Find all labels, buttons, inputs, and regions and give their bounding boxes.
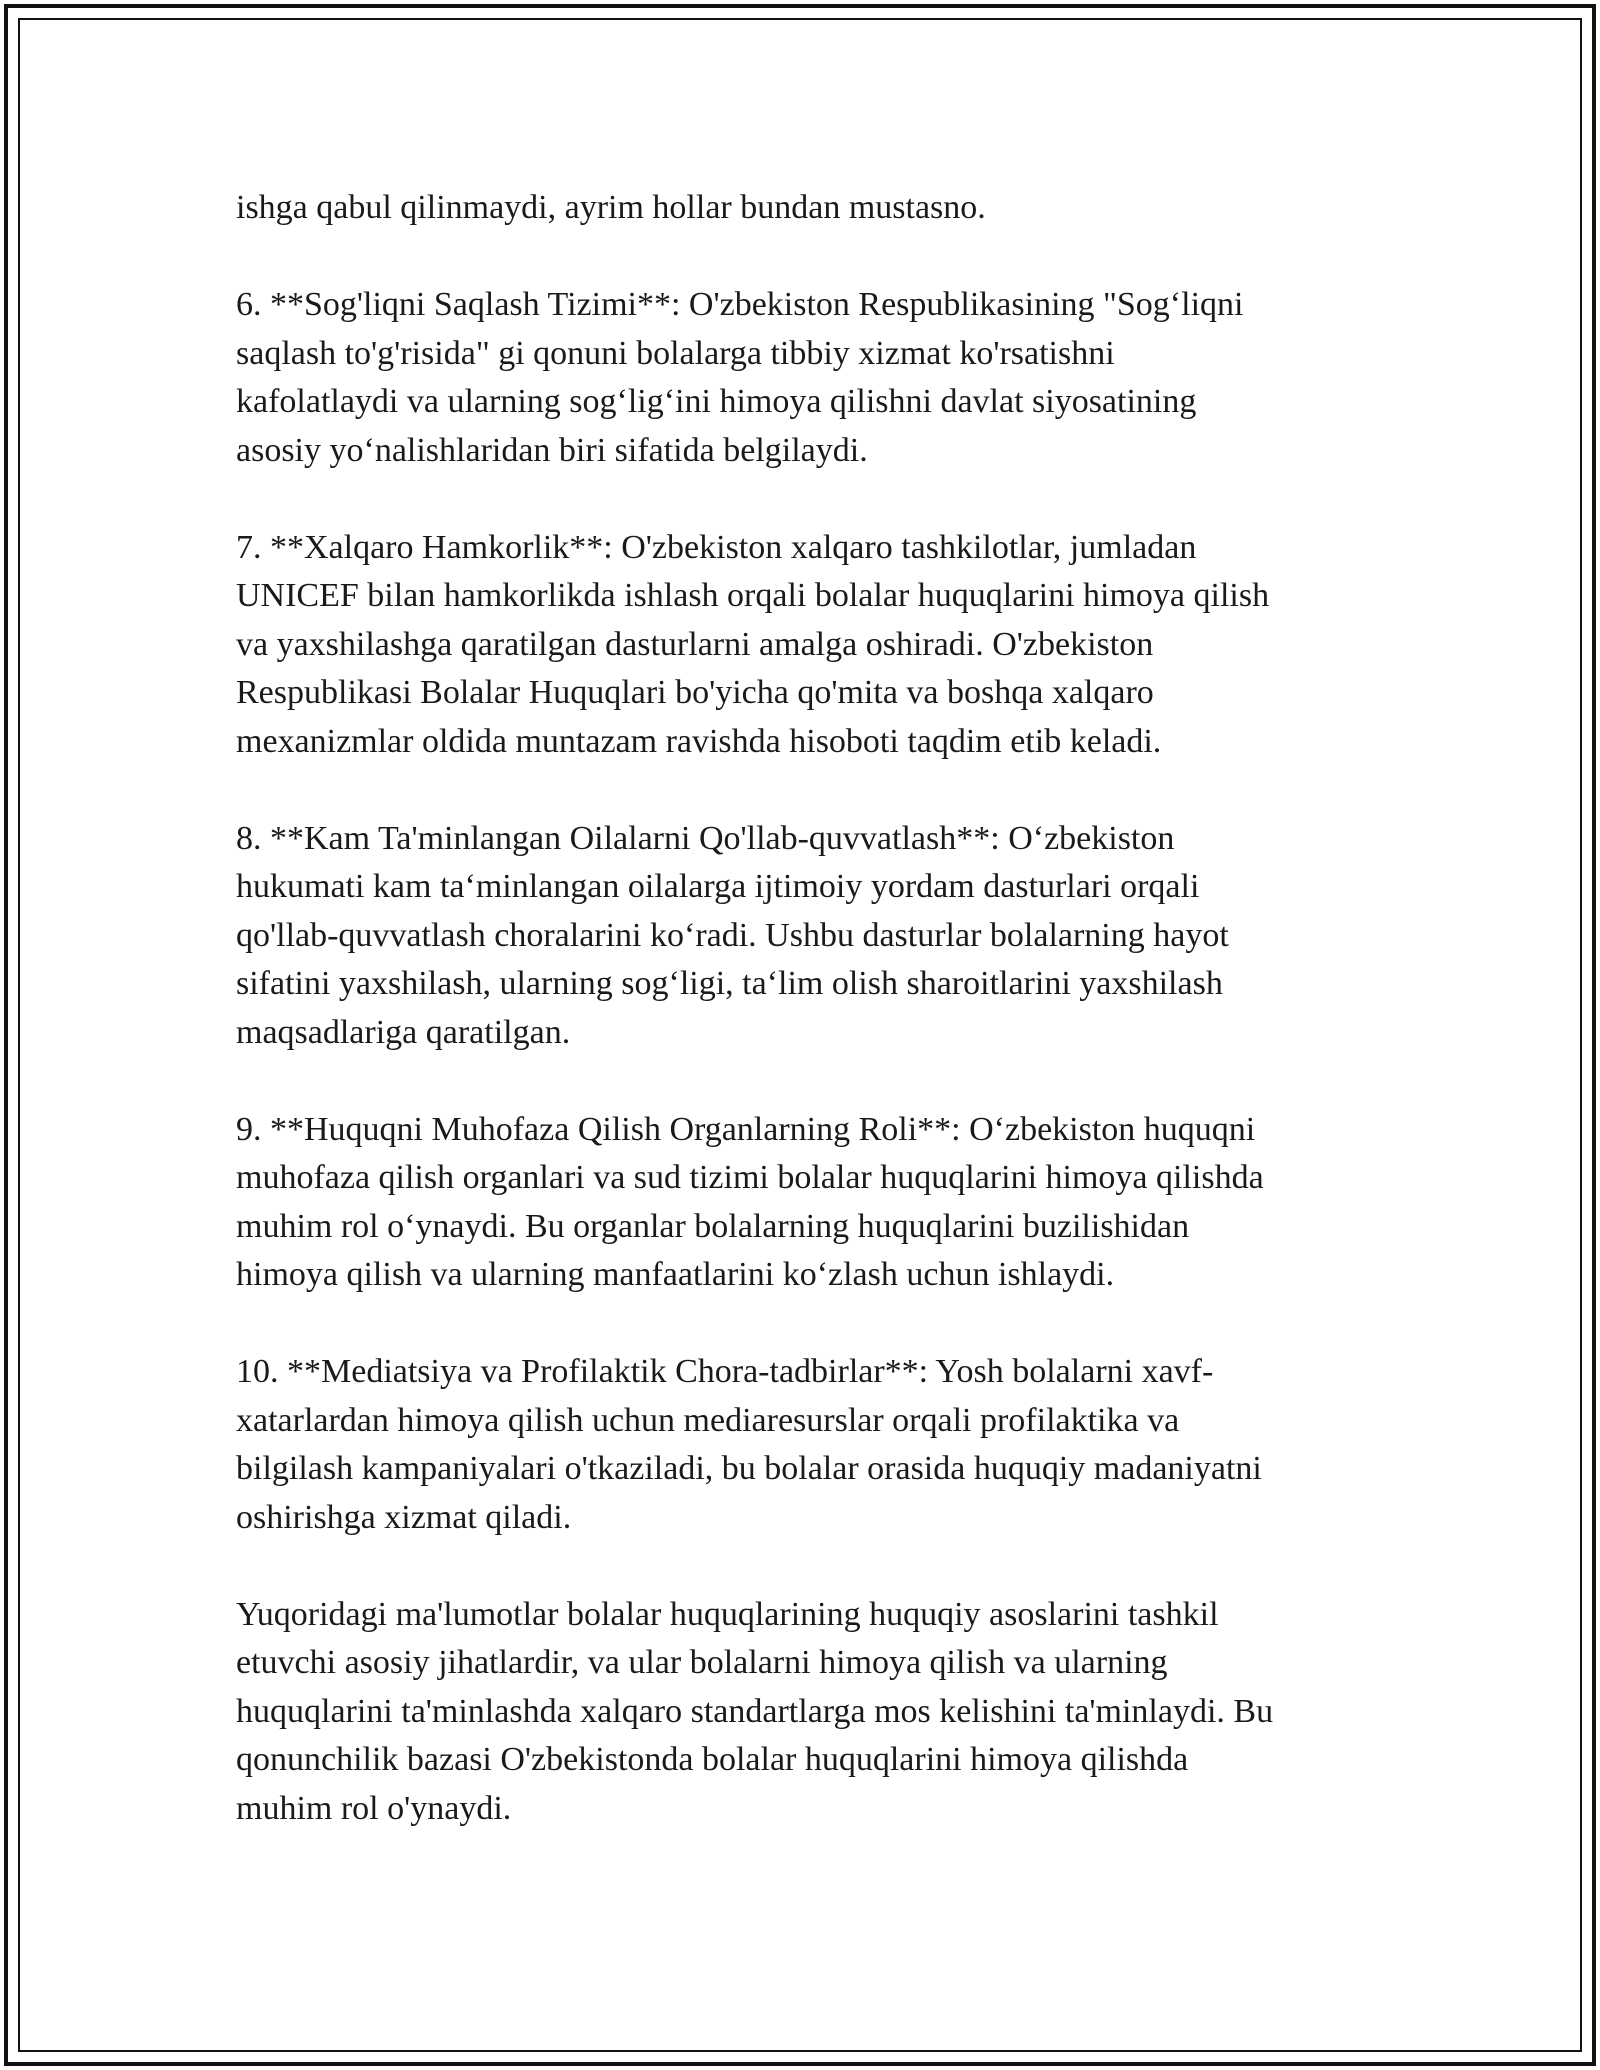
text-line: 8. **Kam Ta'minlangan Oilalarni Qo'llab-quvvatlash**: O‘zbekiston	[236, 819, 1175, 857]
text-line: muhofaza qilish organlari va sud tizimi bolalar huquqlarini himoya qilishda	[236, 1159, 1264, 1196]
paragraph-mediation-prevention	[236, 1348, 1356, 1542]
text-line: 6. **Sog'liqni Saqlash Tizimi**: O'zbekiston Respublikasining "Sog‘liqni	[236, 286, 1244, 323]
text-line: qonunchilik bazasi O'zbekistonda bolalar huquqlarini himoya qilishda	[236, 1741, 1189, 1778]
text-line: hukumati kam ta‘minlangan oilalarga ijtimoiy yordam dasturlari orqali	[236, 868, 1200, 905]
text-line: UNICEF bilan hamkorlikda ishlash orqali bolalar huquqlarini himoya qilish	[236, 577, 1270, 614]
text-line: mexanizmlar oldida muntazam ravishda hisoboti taqdim etib keladi.	[236, 722, 1162, 760]
text-line: muhim rol o'ynaydi.	[236, 1789, 512, 1827]
text-line: 10. **Mediatsiya va Profilaktik Chora-tadbirlar**: Yosh bolalarni xavf-	[236, 1353, 1214, 1390]
text-line: qo'llab-quvvatlash choralarini ko‘radi. Ushbu dasturlar bolalarning hayot	[236, 916, 1229, 954]
paragraph-international-cooperation	[236, 524, 1356, 767]
paragraph-low-income-support	[236, 815, 1356, 1058]
text-line: Yuqoridagi ma'lumotlar bolalar huquqlarining huquqiy asoslarini tashkil	[236, 1595, 1219, 1633]
text-line: huquqlarini ta'minlashda xalqaro standartlarga mos kelishini ta'minlaydi. Bu	[236, 1692, 1274, 1730]
text-line: oshirishga xizmat qiladi.	[236, 1498, 572, 1536]
text-line: kafolatlaydi va ularning sog‘lig‘ini himoya qilishni davlat siyosatining	[236, 383, 1197, 420]
text-line: xatarlardan himoya qilish uchun mediaresurslar orqali profilaktika va	[236, 1401, 1180, 1439]
paragraph-intro-continuation	[236, 184, 1356, 233]
text-line: himoya qilish va ularning manfaatlarini ko‘zlash uchun ishlaydi.	[236, 1256, 1115, 1293]
text-line: asosiy yo‘nalishlaridan biri sifatida belgilaydi.	[236, 431, 868, 469]
paragraph-law-enforcement-role	[236, 1106, 1356, 1300]
text-line: va yaxshilashga qaratilgan dasturlarni amalga oshiradi. O'zbekiston	[236, 625, 1154, 663]
paragraph-conclusion	[236, 1591, 1356, 1834]
text-line: 7. **Xalqaro Hamkorlik**: O'zbekiston xalqaro tashkilotlar, jumladan	[236, 528, 1197, 566]
text-line: maqsadlariga qaratilgan.	[236, 1013, 571, 1051]
text-line: etuvchi asosiy jihatlardir, va ular bolalarni himoya qilish va ularning	[236, 1644, 1168, 1681]
text-line: sifatini yaxshilash, ularning sog‘ligi, ta‘lim olish sharoitlarini yaxshilash	[236, 965, 1223, 1002]
paragraph-health-system	[236, 281, 1356, 475]
text-line: 9. **Huquqni Muhofaza Qilish Organlarning Roli**: O‘zbekiston huquqni	[236, 1110, 1256, 1148]
document-body	[236, 184, 1356, 1882]
text-line: saqlash to'g'risida" gi qonuni bolalarga tibbiy xizmat ko'rsatishni	[236, 334, 1115, 372]
text-line: muhim rol o‘ynaydi. Bu organlar bolalarning huquqlarini buzilishidan	[236, 1207, 1190, 1245]
text-line: ishga qabul qilinmaydi, ayrim hollar bundan mustasno.	[236, 189, 986, 226]
text-line: bilgilash kampaniyalari o'tkaziladi, bu bolalar orasida huquqiy madaniyatni	[236, 1450, 1262, 1487]
text-line: Respublikasi Bolalar Huquqlari bo'yicha qo'mita va boshqa xalqaro	[236, 674, 1154, 711]
